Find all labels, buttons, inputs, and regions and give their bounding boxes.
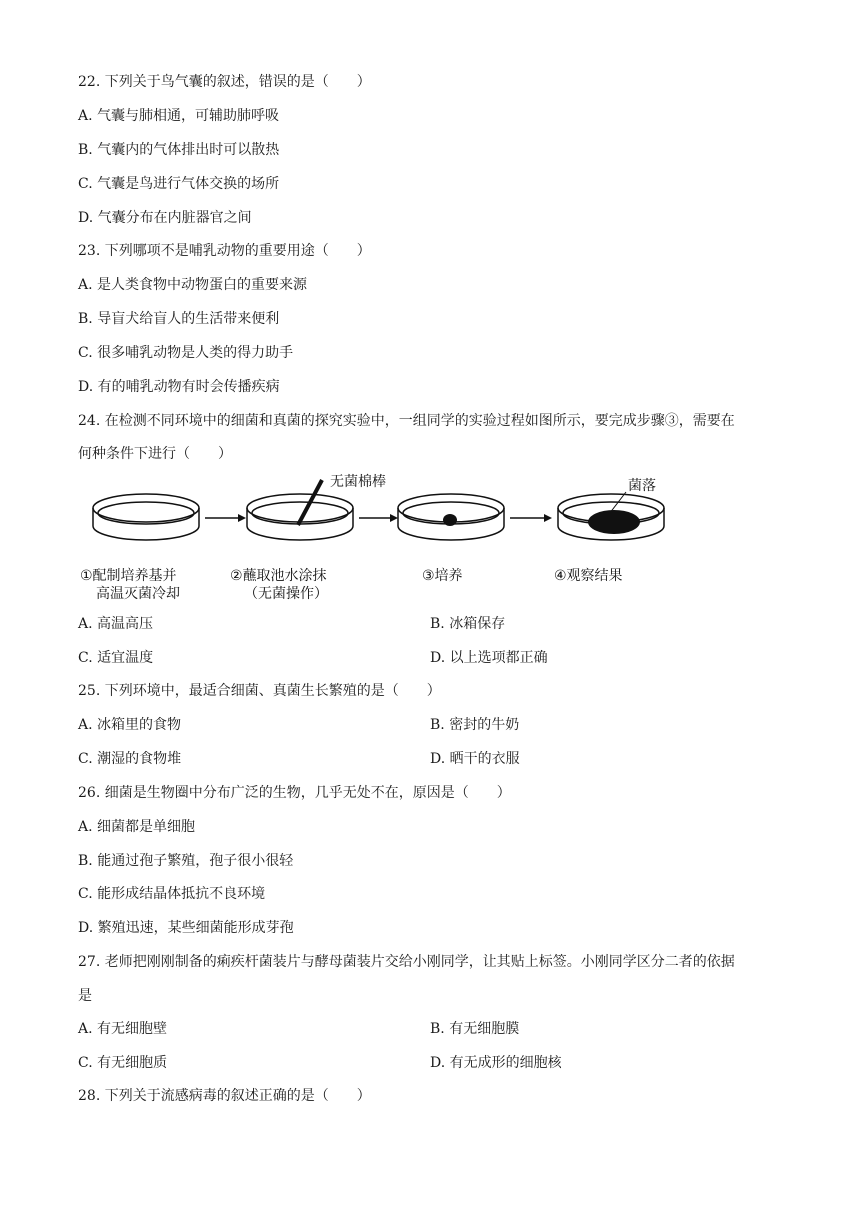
q22-option-c: C. 气囊是鸟进行气体交换的场所 — [78, 176, 280, 192]
q23-option-c: C. 很多哺乳动物是人类的得力助手 — [78, 345, 294, 361]
label-sterile-swab: 无菌棉棒 — [330, 474, 386, 490]
step2-label-line2: （无菌操作） — [244, 586, 328, 602]
q22-option-a: A. 气囊与肺相通，可辅助肺呼吸 — [78, 108, 280, 124]
q26-option-b: B. 能通过孢子繁殖，孢子很小很轻 — [78, 853, 294, 869]
step4-label: ④观察结果 — [554, 568, 623, 584]
q24-option-d: D. 以上选项都正确 — [430, 650, 548, 666]
step3-label: ③培养 — [422, 568, 463, 584]
q24-option-a: A. 高温高压 — [78, 616, 154, 632]
q22-option-d: D. 气囊分布在内脏器官之间 — [78, 210, 252, 226]
q27-option-d: D. 有无成形的细胞核 — [430, 1055, 562, 1071]
q24-option-c: C. 适宜温度 — [78, 650, 154, 666]
q24-stem-line1: 24. 在检测不同环境中的细菌和真菌的探究实验中，一组同学的实验过程如图所示，要完成步骤③，需要在 — [78, 413, 735, 429]
colony-dot — [443, 514, 457, 526]
petri-dish-1 — [93, 494, 199, 540]
label-colony: 菌落 — [628, 478, 656, 494]
q26-option-d: D. 繁殖迅速，某些细菌能形成芽孢 — [78, 920, 294, 936]
q25-option-d: D. 晒干的衣服 — [430, 751, 520, 767]
q23-stem: 23. 下列哪项不是哺乳动物的重要用途（ ） — [78, 243, 371, 259]
q26-stem: 26. 细菌是生物圈中分布广泛的生物，几乎无处不在，原因是（ ） — [78, 785, 511, 801]
q25-option-c: C. 潮湿的食物堆 — [78, 751, 182, 767]
q23-option-b: B. 导盲犬给盲人的生活带来便利 — [78, 311, 280, 327]
q27-stem-line2: 是 — [78, 988, 92, 1004]
q27-stem-line1: 27. 老师把刚刚制备的痢疾杆菌装片与酵母菌装片交给小刚同学，让其贴上标签。小刚同学区分二者的依据 — [78, 954, 735, 970]
q25-stem: 25. 下列环境中，最适合细菌、真菌生长繁殖的是（ ） — [78, 683, 441, 699]
q25-option-a: A. 冰箱里的食物 — [78, 717, 182, 733]
q24-stem-line2: 何种条件下进行（ ） — [78, 446, 232, 462]
q23-option-a: A. 是人类食物中动物蛋白的重要来源 — [78, 277, 308, 293]
q27-option-b: B. 有无细胞膜 — [430, 1021, 520, 1037]
experiment-diagram — [78, 470, 778, 610]
q27-option-a: A. 有无细胞壁 — [78, 1021, 168, 1037]
q22-stem: 22. 下列关于鸟气囊的叙述，错误的是（ ） — [78, 74, 371, 90]
q22-option-b: B. 气囊内的气体排出时可以散热 — [78, 142, 280, 158]
q24-option-b: B. 冰箱保存 — [430, 616, 506, 632]
large-colony — [588, 510, 640, 534]
q28-stem: 28. 下列关于流感病毒的叙述正确的是（ ） — [78, 1088, 371, 1104]
q27-option-c: C. 有无细胞质 — [78, 1055, 168, 1071]
step1-label-line2: 高温灭菌冷却 — [96, 586, 180, 602]
step1-label-line1: ①配制培养基并 — [80, 568, 177, 584]
q26-option-a: A. 细菌都是单细胞 — [78, 819, 196, 835]
q23-option-d: D. 有的哺乳动物有时会传播疾病 — [78, 379, 280, 395]
experiment-figure — [78, 470, 778, 610]
arrow-3-head — [544, 514, 552, 522]
arrow-1-head — [238, 514, 246, 522]
arrow-2-head — [390, 514, 398, 522]
q25-option-b: B. 密封的牛奶 — [430, 717, 520, 733]
q26-option-c: C. 能形成结晶体抵抗不良环境 — [78, 886, 266, 902]
step2-label-line1: ②蘸取池水涂抹 — [230, 568, 327, 584]
